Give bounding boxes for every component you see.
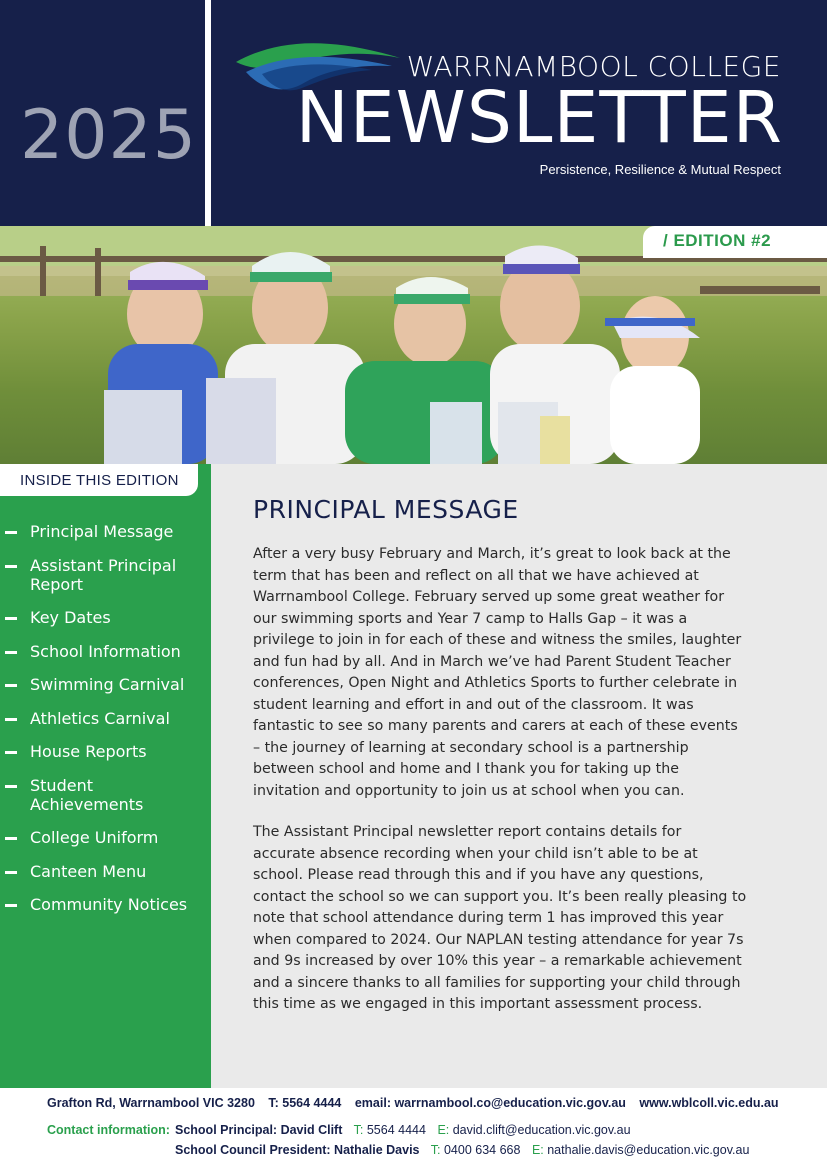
principal-name: School Principal: David Clift <box>175 1123 343 1137</box>
toc-item[interactable] <box>0 556 211 594</box>
toc-item[interactable] <box>0 776 211 814</box>
bullet-dash-icon <box>5 718 17 721</box>
president-email[interactable]: nathalie.davis@education.vic.gov.au <box>547 1143 750 1157</box>
footer-address-line <box>47 1096 789 1110</box>
toc-item-label: Key Dates <box>30 608 111 627</box>
masthead-divider <box>205 0 211 226</box>
college-name: WARRNAMBOOL COLLEGE <box>406 50 781 83</box>
toc-item[interactable] <box>0 862 211 881</box>
bullet-dash-icon <box>5 565 17 568</box>
toc-item[interactable] <box>0 608 211 627</box>
email-label: E: <box>437 1123 450 1137</box>
students-photo-image <box>0 226 827 464</box>
toc-item[interactable] <box>0 642 211 661</box>
president-phone: 0400 634 668 <box>443 1143 521 1157</box>
phone-label: T: <box>430 1143 441 1157</box>
edition-tab <box>643 226 827 258</box>
bullet-dash-icon <box>5 751 17 754</box>
toc-item[interactable] <box>0 895 211 914</box>
bullet-dash-icon <box>5 904 17 907</box>
bullet-dash-icon <box>5 531 17 534</box>
email-label: E: <box>531 1143 544 1157</box>
principal-phone: 5564 4444 <box>366 1123 426 1137</box>
toc-item-label: Canteen Menu <box>30 861 147 881</box>
toc-item-label: House Reports <box>30 742 147 761</box>
footer-email[interactable]: email: warrnambool.co@education.vic.gov.au <box>354 1096 626 1110</box>
toc-item-label: Community Notices <box>30 895 188 914</box>
bullet-dash-icon <box>5 785 17 788</box>
toc-item[interactable] <box>0 742 211 761</box>
toc-item[interactable] <box>0 709 211 728</box>
bullet-dash-icon <box>5 684 17 687</box>
contact-label: Contact information: <box>47 1123 170 1137</box>
toc-item-label: School Information <box>30 641 181 661</box>
edition-label: / EDITION #2 <box>663 231 772 250</box>
phone-label: T: <box>353 1123 364 1137</box>
toc-item-label: Swimming Carnival <box>30 675 185 694</box>
body-paragraph: After a very busy February and March, it’s great to look back at the term that has been and reflect on all that we have achieved at Warrnambool College. February served up some great weather for our swimming sports and Year 7 camp to Halls Gap – it was a privilege to join in for each of these and witness the smiles, laughter and fun had by all. And in March we’ve had Parent Student Teacher conferences, Open Night and Athletics Sports to further celebrate in student learning and effort in and out of the classroom. It was fantastic to see so many parents and carers at each of these events – the journey of learning at secondary school is a partnership between school and home and I thank you for taking up the invitation and opportunity to join us at school when you can. <box>253 546 742 799</box>
footer-website[interactable]: www.wblcoll.vic.edu.au <box>639 1096 779 1110</box>
footer-address: Grafton Rd, Warrnambool VIC 3280 <box>47 1096 255 1110</box>
bullet-dash-icon <box>5 871 17 874</box>
cover-photo <box>0 226 827 464</box>
footer-phone: T: 5564 4444 <box>268 1096 342 1110</box>
toc-item[interactable] <box>0 522 211 541</box>
president-contact <box>175 1143 757 1157</box>
toc-item[interactable] <box>0 675 211 694</box>
inside-edition-heading: INSIDE THIS EDITION <box>20 472 179 489</box>
tagline: Persistence, Resilience & Mutual Respect <box>539 162 781 177</box>
newsletter-title: NEWSLETTER <box>295 76 783 159</box>
toc-item-label: Assistant Principal Report <box>30 555 177 594</box>
toc-item-label: College Uniform <box>30 828 159 847</box>
toc-item-label: Student Achievements <box>30 775 144 814</box>
principal-contact <box>175 1123 639 1137</box>
body-paragraph: The Assistant Principal newsletter report contains details for accurate absence recording when your child isn’t able to be at school. Please read through this and if you have any questions, contact the school so we can support you. It’s been really pleasing to note that school attendance during term 1 has improved this year when compared to 2024. Our NAPLAN testing attendance for year 7s and 9s increased by over 10% this year – a remarkable achievement and a sincere thanks to all families for supporting your child through this time as we engaged in this important assessment process. <box>253 824 747 1012</box>
bullet-dash-icon <box>5 837 17 840</box>
toc-item-label: Athletics Carnival <box>30 708 170 728</box>
table-of-contents <box>0 522 211 929</box>
inside-edition-tab <box>0 464 198 496</box>
principal-email[interactable]: david.clift@education.vic.gov.au <box>452 1123 631 1137</box>
toc-item[interactable] <box>0 828 211 847</box>
toc-item-label: Principal Message <box>30 522 174 541</box>
president-name: School Council President: Nathalie Davis <box>175 1143 420 1157</box>
bullet-dash-icon <box>5 651 17 654</box>
bullet-dash-icon <box>5 617 17 620</box>
year-label: 2025 <box>20 96 198 175</box>
section-title: PRINCIPAL MESSAGE <box>253 495 519 524</box>
